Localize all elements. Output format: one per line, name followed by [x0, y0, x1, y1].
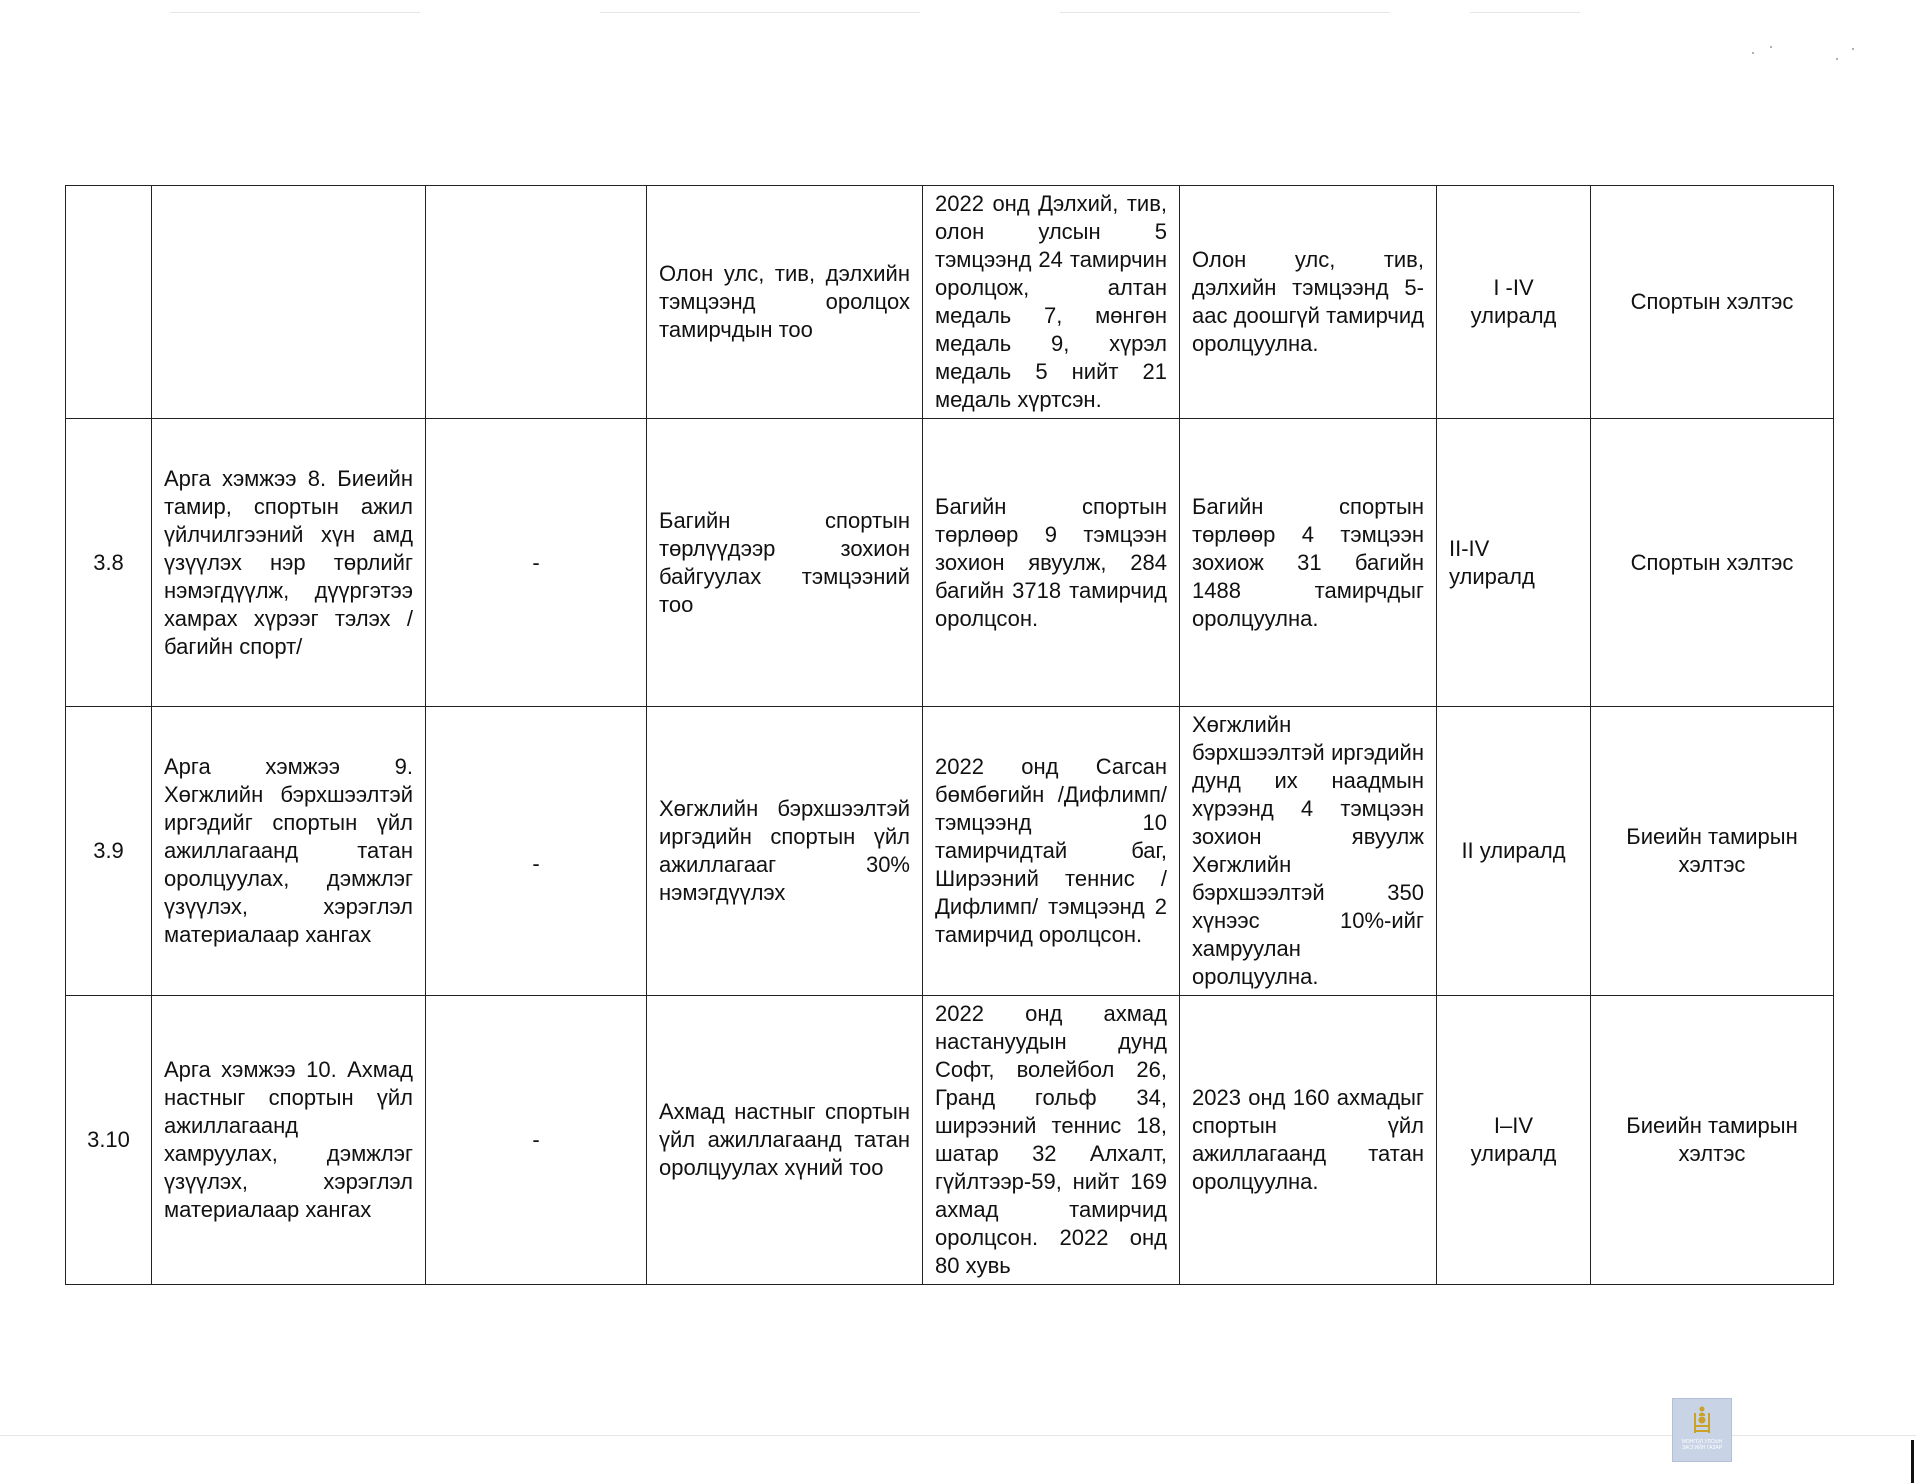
measure-cell: Арга хэмжээ 9. Хөгжлийн бэрхшээлтэй иргэдийг спортын үйл ажиллагаанд татан оролцуулах, дэмжлэг үзүүлэх, хэрэглэл материалаар хангах [152, 707, 426, 996]
budget-cell: - [426, 707, 647, 996]
scan-artifact-line [1060, 12, 1390, 13]
table-row [66, 996, 1834, 1285]
svg-text:ЗАСГИЙН ГАЗАР: ЗАСГИЙН ГАЗАР [1681, 1445, 1723, 1451]
action-plan-table [65, 185, 1834, 1285]
period-cell: II-IV улиралд [1437, 419, 1591, 707]
responsible-cell: Биеийн тамирын хэлтэс [1591, 707, 1834, 996]
scan-speck [1852, 48, 1854, 50]
government-seal-stamp [1672, 1398, 1732, 1462]
responsible-cell: Спортын хэлтэс [1591, 186, 1834, 419]
period-cell: I -IV улиралд [1437, 186, 1591, 419]
row-number: 3.10 [66, 996, 152, 1285]
scan-speck [1836, 58, 1838, 60]
target-cell: Багийн спортын төрлөөр 4 тэмцээн зохиож 31 багийн 1488 тамирчдыг оролцуулна. [1180, 419, 1437, 707]
scan-edge-mark [1911, 1440, 1914, 1483]
table-row [66, 707, 1834, 996]
table-row [66, 419, 1834, 707]
scan-artifact-line [170, 12, 420, 13]
soyombo-emblem-icon [1691, 1405, 1713, 1437]
seal-caption [1674, 1437, 1730, 1451]
baseline-cell: 2022 онд Сагсан бөмбөгийн /Дифлимп/ тэмцээнд 10 тамирчидтай баг, Ширээний теннис /Дифлимп/ тэмцээнд 2 тамирчид оролцсон. [923, 707, 1180, 996]
responsible-cell: Биеийн тамирын хэлтэс [1591, 996, 1834, 1285]
period-cell: II улиралд [1437, 707, 1591, 996]
budget-cell: - [426, 419, 647, 707]
responsible-cell: Спортын хэлтэс [1591, 419, 1834, 707]
scan-artifact-line [600, 12, 920, 13]
scan-speck [1752, 52, 1754, 54]
measure-cell [152, 186, 426, 419]
baseline-cell: 2022 онд ахмад настануудын дунд Софт, волейбол 26, Гранд гольф 34, ширээний теннис 18, шатар 32 Алхалт, гүйлтээр-59, нийт 169 ахмад тамирчид оролцсон. 2022 онд 80 хувь [923, 996, 1180, 1285]
baseline-cell: 2022 онд Дэлхий, тив, олон улсын 5 тэмцээнд 24 тамирчин оролцож, алтан медаль 7, мөнгөн медаль 9, хүрэл медаль 5 нийт 21 медаль хүртсэн. [923, 186, 1180, 419]
baseline-cell: Багийн спортын төрлөөр 9 тэмцээн зохион явуулж, 284 багийн 3718 тамирчид оролцсон. [923, 419, 1180, 707]
measure-cell: Арга хэмжээ 10. Ахмад настныг спортын үйл ажиллагаанд хамруулах, дэмжлэг үзүүлэх, хэрэглэл материалаар хангах [152, 996, 426, 1285]
indicator-cell: Ахмад настныг спортын үйл ажиллагаанд татан оролцуулах хүний тоо [647, 996, 923, 1285]
indicator-cell: Олон улс, тив, дэлхийн тэмцээнд оролцох тамирчдын тоо [647, 186, 923, 419]
period-cell: I–IV улиралд [1437, 996, 1591, 1285]
target-cell: Олон улс, тив, дэлхийн тэмцээнд 5-аас доошгүй тамирчид оролцуулна. [1180, 186, 1437, 419]
measure-cell: Арга хэмжээ 8. Биеийн тамир, спортын ажил үйлчилгээний хүн амд үзүүлэх нэр төрлийг нэмэгдүүлж, дүүргэтээ хамрах хүрээг тэлэх / багийн спорт/ [152, 419, 426, 707]
row-number: 3.9 [66, 707, 152, 996]
scan-artifact-line [0, 1435, 1916, 1436]
svg-text:МОНГОЛ УЛСЫН: МОНГОЛ УЛСЫН [1681, 1439, 1723, 1445]
budget-cell: - [426, 996, 647, 1285]
indicator-cell: Багийн спортын төрлүүдээр зохион байгуулах тэмцээний тоо [647, 419, 923, 707]
scan-artifact-line [1470, 12, 1580, 13]
budget-cell [426, 186, 647, 419]
table-row [66, 186, 1834, 419]
target-cell: 2023 онд 160 ахмадыг спортын үйл ажиллагаанд татан оролцуулна. [1180, 996, 1437, 1285]
scan-speck [1770, 46, 1772, 48]
indicator-cell: Хөгжлийн бэрхшээлтэй иргэдийн спортын үйл ажиллагааг 30% нэмэгдүүлэх [647, 707, 923, 996]
row-number: 3.8 [66, 419, 152, 707]
target-cell: Хөгжлийн бэрхшээлтэй иргэдийн дунд их наадмын хүрээнд 4 тэмцээн зохион явуулж Хөгжлийн бэрхшээлтэй 350 хүнээс 10%-ийг хамруулан оролцуулна. [1180, 707, 1437, 996]
row-number [66, 186, 152, 419]
